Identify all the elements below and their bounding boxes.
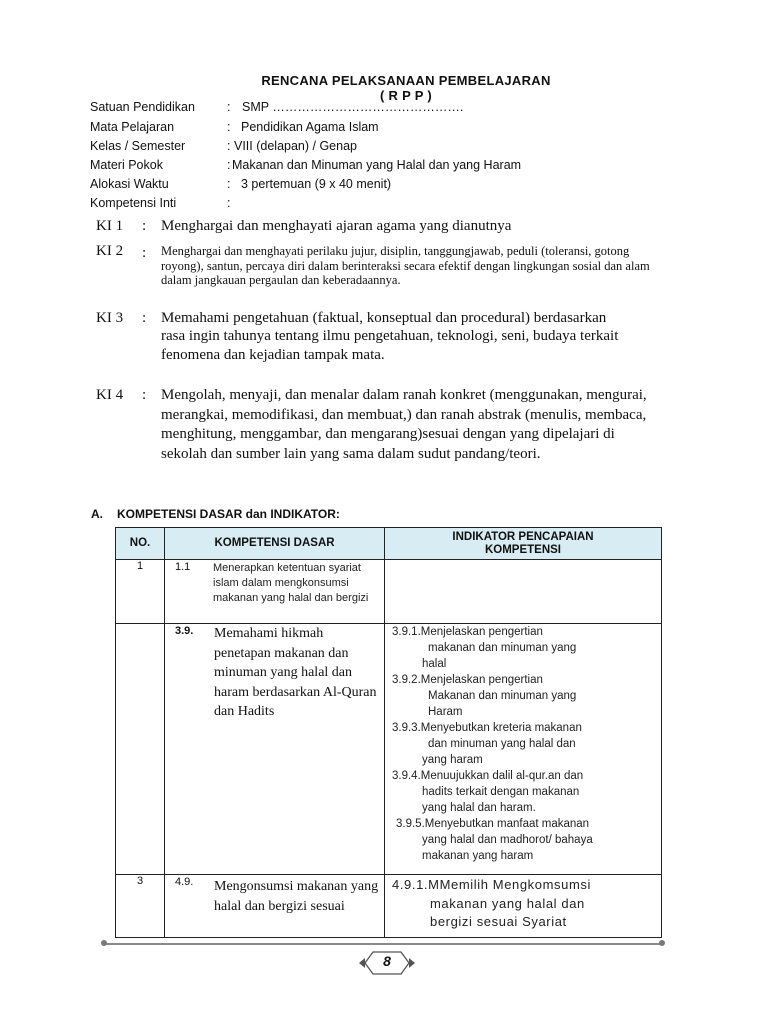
- meta-colon: :: [227, 196, 231, 210]
- indicator-line: yang halal dan haram.: [422, 802, 536, 814]
- row-indikator: [385, 560, 662, 624]
- meta-value: Makanan dan Minuman yang Halal dan yang Haram: [232, 158, 522, 172]
- indicator-item: 4.9.1.MMemilih Mengkomsumsi: [392, 877, 591, 892]
- document-title: RENCANA PELAKSANAAN PEMBELAJARAN: [261, 73, 551, 88]
- table-row: [116, 875, 662, 938]
- meta-value: Pendidikan Agama Islam: [241, 120, 379, 134]
- meta-value: 3 pertemuan (9 x 40 menit): [241, 177, 392, 191]
- indicator-item: 3.9.4.Menuujukkan dalil al-qur.an dan: [392, 770, 584, 782]
- meta-colon: :: [227, 177, 231, 191]
- table-row: [116, 624, 662, 875]
- meta-colon: :: [227, 120, 231, 134]
- ki-colon: :: [142, 245, 147, 261]
- header-indikator: INDIKATOR PENCAPAIAN KOMPETENSI: [385, 528, 662, 560]
- ki-text: Memahami pengetahuan (faktual, konseptual dan procedural) berdasarkan rasa ingin tahunya tentang ilmu pengetahuan, teknologi, seni, budaya terkait fenomena dan kejadian tampak mata.: [161, 310, 619, 363]
- ki-text: Menghargai dan menghayati ajaran agama yang dianutnya: [161, 218, 512, 234]
- meta-colon: :: [227, 139, 231, 153]
- document-subtitle: ( R P P ): [379, 88, 433, 103]
- indicator-line: makanan yang haram: [422, 850, 534, 862]
- kd-text: Memahami hikmah penetapan makanan dan minuman yang halal dan haram berdasarkan Al-Quran dan Hadits: [214, 626, 377, 720]
- indicator-line: hadits terkait dengan makanan: [422, 786, 580, 798]
- indicator-line: Makanan dan minuman yang: [428, 690, 577, 702]
- row-kd: [165, 875, 385, 938]
- ki-colon: :: [142, 387, 147, 403]
- kd-number: 3.9.: [175, 625, 194, 637]
- meta-label: Materi Pokok: [90, 158, 163, 172]
- meta-label: Kelas / Semester: [90, 139, 186, 153]
- kd-text: Mengonsumsi makanan yang halal dan bergizi sesuai: [214, 879, 379, 914]
- table-row: [116, 560, 662, 624]
- ki-code: KI 1: [96, 218, 124, 234]
- ki-text: Mengolah, menyaji, dan menalar dalam ranah konkret (menggunakan, mengurai, merangkai, memodifikasi, dan membuat,) dan ranah abstrak (menulis, membaca, menghitung, menggambar, dan mengarang)sesuai dengan yang dipelajari di sekolah dan sumber lain yang sama dalam sudut pandang/teori.: [161, 387, 647, 462]
- row-kd: [165, 560, 385, 624]
- ki-colon: :: [142, 310, 147, 326]
- meta-colon: :: [227, 100, 231, 114]
- ki-code: KI 4: [96, 387, 124, 403]
- indicator-item: 3.9.3.Menyebutkan kreteria makanan: [392, 722, 582, 734]
- indicator-line: dan minuman yang halal dan: [428, 738, 576, 750]
- ki-code: KI 3: [96, 310, 124, 326]
- meta-value: VIII (delapan) / Genap: [234, 139, 357, 153]
- indicator-line: yang haram: [422, 754, 483, 766]
- row-kd: [165, 624, 385, 875]
- page-number: 8: [383, 953, 391, 969]
- kd-number: 1.1: [175, 561, 191, 573]
- footer-rule: [104, 943, 663, 945]
- ki-text: Menghargai dan menghayati perilaku jujur, disiplin, tanggungjawab, peduli (toleransi, gotong royong), santun, percaya diri dalam berinteraksi secara efektif dengan lingkungan sosial dan alam dalam jangkauan pergaulan dan keberadaannya.: [161, 244, 650, 287]
- indicator-line: yang halal dan madhorot/ bahaya: [422, 834, 593, 846]
- indicator-line: makanan yang halal dan: [430, 895, 585, 911]
- meta-label: Satuan Pendidikan: [90, 100, 195, 114]
- footer-rule-dot-right: [659, 940, 665, 946]
- indicator-item: 3.9.5.Menyebutkan manfaat makanan: [396, 818, 590, 830]
- kd-text: Menerapkan ketentuan syariat islam dalam mengkonsumsi makanan yang halal dan bergizi: [213, 562, 369, 604]
- header-kd: KOMPETENSI DASAR: [165, 528, 385, 560]
- ki-colon: :: [142, 218, 147, 234]
- row-indikator: [385, 624, 662, 875]
- ki-code: KI 2: [96, 243, 124, 259]
- table-header-row: [116, 528, 662, 560]
- row-indikator: [385, 875, 662, 938]
- row-no: 3: [116, 875, 165, 938]
- indicator-line: bergizi sesuai Syariat: [430, 914, 567, 929]
- meta-colon: :: [227, 158, 231, 172]
- kd-table: [115, 527, 662, 938]
- row-no: 1: [116, 560, 165, 624]
- indicator-line: halal: [422, 658, 447, 670]
- meta-label: Alokasi Waktu: [90, 177, 169, 191]
- footer-rule-dot-left: [101, 940, 107, 946]
- indicator-item: 3.9.1.Menjelaskan pengertian: [392, 626, 543, 638]
- kd-number: 4.9.: [175, 876, 194, 888]
- meta-value: SMP ……………………………………….: [242, 100, 464, 114]
- header-no: NO.: [116, 528, 165, 560]
- section-title: KOMPETENSI DASAR dan INDIKATOR:: [117, 507, 340, 521]
- meta-label: Mata Pelajaran: [90, 120, 175, 134]
- row-no: [116, 624, 165, 875]
- meta-label: Kompetensi Inti: [90, 196, 177, 210]
- indicator-item: 3.9.2.Menjelaskan pengertian: [392, 674, 543, 686]
- indicator-line: Haram: [428, 706, 463, 718]
- indicator-line: makanan dan minuman yang: [428, 642, 577, 654]
- section-letter: A.: [91, 507, 103, 521]
